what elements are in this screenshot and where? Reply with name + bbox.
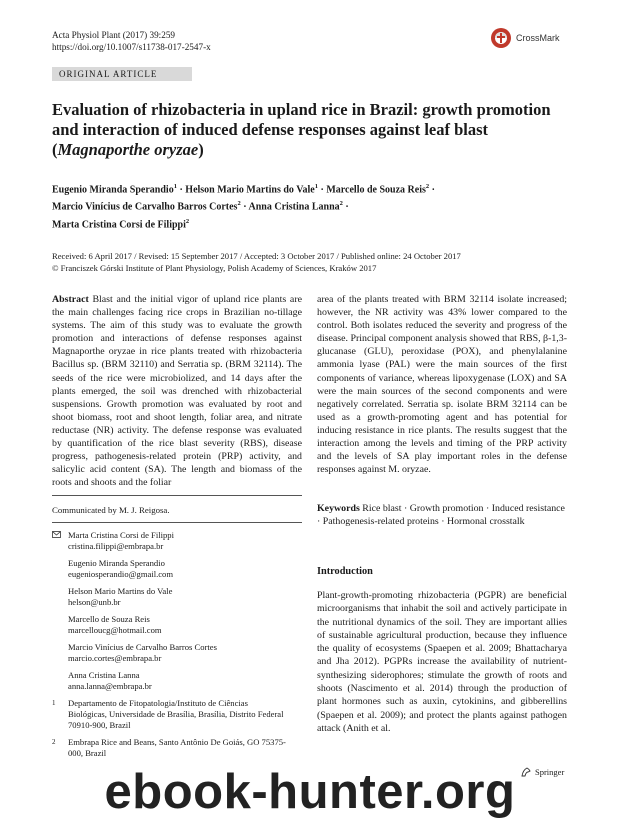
crossmark-icon	[490, 27, 512, 49]
copyright-line: © Franciszek Górski Institute of Plant Physiology, Polish Academy of Sciences, Kraków 2017	[52, 262, 377, 273]
contact-entry	[52, 558, 302, 580]
keywords	[317, 502, 567, 528]
author-aff: 1	[314, 183, 318, 190]
contact-entry	[52, 614, 302, 636]
contact-email[interactable]: marcio.cortes@embrapa.br	[68, 653, 162, 663]
contact-list	[52, 530, 302, 765]
contact-email[interactable]: marcelloucg@hotmail.com	[68, 625, 162, 635]
divider	[52, 495, 302, 496]
contact-email[interactable]: anna.lanna@embrapa.br	[68, 681, 152, 691]
abstract-text-left: Blast and the initial vigor of upland rice plants are the main challenges facing rice crops in Brazilian no-tillage systems. The aim of this study was to evaluate the growth promotion and interactions of defense responses against Magnaporthe oryzae in rice plants treated with rhizobacteria Bacillus sp. (BRM 32110) and Serratia sp. (BRM 32114). The seeds of the rice were microbiolized, and 14 days after the plants emerged, the soil was drenched with rhizobacterial suspensions. Growth promotion was evaluated by root and shoot biomass, root and shoot length, foliar area, and nitrate reductase (NR) activity. The defense response was evaluated by quantification of the rice blast severity (RBS), disease progress, pathogenesis-related protein (PRP) activity, and salicylic acid content (SA). The length and biomass of the roots and shoots and the foliar	[52, 294, 302, 489]
affiliation-number: 1	[52, 699, 56, 707]
keywords-label: Keywords	[317, 503, 360, 514]
author-name[interactable]: Marcello de Souza Reis	[326, 184, 426, 196]
author-aff: 2	[425, 183, 430, 190]
contact-name: Marcello de Souza Reis	[68, 614, 150, 624]
contact-entry	[52, 586, 302, 608]
abstract-right: area of the plants treated with BRM 32114 isolate increased; however, the NR activity was 43% lower compared to the control. Both isolates reduced the severity and progress of the disease. Principal component analysis showed that RBS, β-1,3-glucanase (GLU), peroxidase (POX), and phenylalanine ammonia lyase (PAL) were the main sources of the first components of variance, whereas lipoxygenase (LOX) and SA were the main sources of the second components and were negatively correlated. Serratia sp. isolate BRM 32114 can be used as a growth-promoting agent and has potential for inducing resistance in rice plants. The results suggest that the interaction among the levels and timing of the PRP activity and the levels of SA play important roles in the defense responses against M. oryzae.	[317, 294, 567, 476]
contact-email[interactable]: helson@unb.br	[68, 597, 121, 607]
doi-link[interactable]: https://doi.org/10.1007/s11738-017-2547-x	[52, 42, 211, 52]
contact-name-wrap	[52, 530, 302, 541]
contact-name: Helson Mario Martins do Vale	[68, 586, 173, 596]
publisher-name: Springer	[535, 767, 565, 777]
journal-citation: Acta Physiol Plant (2017) 39:259	[52, 30, 176, 40]
crossmark-label: CrossMark	[516, 33, 560, 43]
contact-name: Marta Cristina Corsi de Filippi	[68, 530, 174, 540]
crossmark-badge[interactable]	[490, 27, 560, 49]
contact-email[interactable]: eugeniosperandio@gmail.com	[68, 569, 174, 579]
divider	[52, 522, 302, 523]
history-dates: Received: 6 April 2017 / Revised: 15 September 2017 / Accepted: 3 October 2017 / Published online: 24 October 2017	[52, 251, 461, 261]
author-aff: 2	[339, 200, 343, 208]
communicated-by: Communicated by M. J. Reigosa.	[52, 505, 170, 515]
publication-dates	[52, 251, 572, 274]
article-title	[52, 100, 562, 160]
affiliation	[52, 737, 302, 759]
contact-name: Marcio Vinícius de Carvalho Barros Cortes	[68, 642, 217, 652]
affiliation-text: Departamento de Fitopatologia/Instituto de Ciências Biológicas, Universidade de Brasília, Brasília, Distrito Federal 70910-900, Brazil	[68, 698, 284, 730]
author-name[interactable]: Eugenio Miranda Sperandio	[52, 184, 174, 196]
contact-name: Eugenio Miranda Sperandio	[68, 558, 165, 568]
title-species: Magnaporthe oryzae	[57, 140, 199, 159]
affiliation-number: 2	[52, 738, 56, 746]
contact-name: Anna Cristina Lanna	[68, 670, 140, 680]
author-name[interactable]: Anna Cristina Lanna	[248, 201, 340, 213]
abstract-left	[52, 293, 302, 489]
section-tag: ORIGINAL ARTICLE	[52, 67, 192, 81]
contact-entry	[52, 642, 302, 664]
author-name[interactable]: Helson Mario Martins do Vale	[185, 184, 315, 196]
watermark: ebook-hunter.org	[104, 765, 516, 819]
journal-header	[52, 29, 211, 53]
title-text: Evaluation of rhizobacteria in upland rice in Brazil: growth promotion and interaction of induced defense responses against leaf blast (	[52, 100, 551, 159]
author-name[interactable]: Marta Cristina Corsi de Filippi	[52, 218, 186, 230]
abstract-label: Abstract	[52, 294, 89, 305]
keywords-text: Rice blast · Growth promotion · Induced resistance · Pathogenesis-related proteins · Hormonal crosstalk	[317, 503, 565, 527]
author-aff: 2	[185, 217, 190, 225]
author-name[interactable]: Marcio Vinícius de Carvalho Barros Cortes	[52, 201, 238, 213]
author-aff: 2	[237, 200, 241, 208]
author-aff: 1	[173, 183, 177, 190]
envelope-icon	[52, 531, 61, 538]
contact-entry	[52, 670, 302, 692]
affiliation	[52, 698, 302, 731]
contact-entry	[52, 530, 302, 552]
author-list: Eugenio Miranda Sperandio$^1$ · Helson Mario Martins do Vale$^1$ · Marcello de Souza Reis$^2$ · Marcio Vinícius de Carvalho Barros Cortes$^2$ · Anna Cristina Lanna$^2$ · Marta Cristina Corsi de Filippi$^2$	[52, 183, 435, 230]
introduction-text: Plant-growth-promoting rhizobacteria (PGPR) are beneficial microorganisms that inhabit the soil and actively participate in the nutritional dynamics of the soil. They are important allies of sustainable agricultural production, because they influence the quality of ecosystems (Spaepen et al. 2009; Bhattacharya and Jha 2012). PGPRs increase the availability of nutrient-synthesizing siderophores; stimulate the growth of roots and shoots (Nascimento et al. 2014) through the production of plant hormones such as auxin, cytokinins, and gibberellins (Spaepen et al. 2009); and protect the plants against pathogen attack (Anith et al.	[317, 590, 567, 734]
introduction-heading: Introduction	[317, 566, 373, 577]
affiliation-text: Embrapa Rice and Beans, Santo Antônio De Goiás, GO 75375-000, Brazil	[68, 737, 286, 758]
title-close: )	[198, 140, 204, 159]
contact-email[interactable]: cristina.filippi@embrapa.br	[68, 541, 164, 551]
